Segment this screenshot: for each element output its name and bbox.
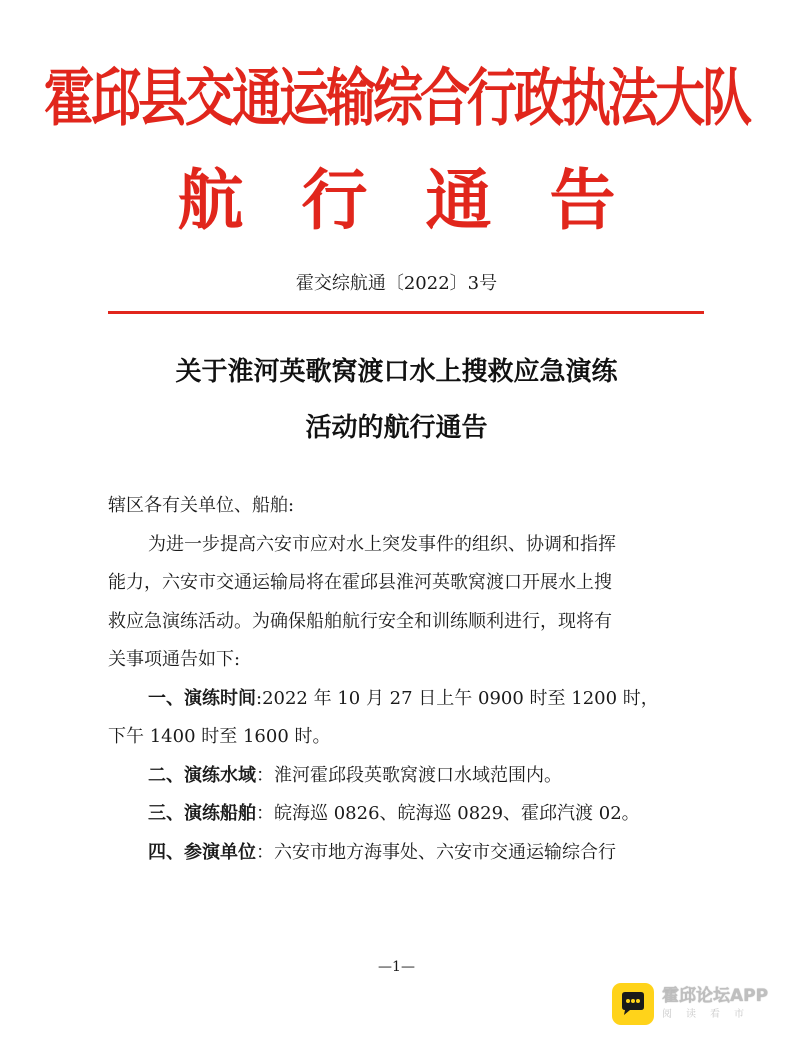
item-label: 一、演练时间 [148, 687, 256, 709]
item-drill-time [108, 680, 708, 757]
page-number: —1— [378, 959, 415, 975]
salutation: 辖区各有关单位、船舶: [108, 495, 295, 516]
item-label: 四、参演单位 [148, 841, 256, 863]
intro-line: 为进一步提高六安市应对水上突发事件的组织、协调和指挥 [148, 533, 616, 555]
item-line [108, 834, 708, 873]
item-value: ：皖海巡 0826、皖海巡 0829、霍邱汽渡 02。 [256, 803, 640, 824]
item-line [108, 757, 708, 796]
item-line [108, 795, 708, 834]
notice-title-line-1: 关于淮河英歌窝渡口水上搜救应急演练 [175, 357, 618, 387]
item-label: 二、演练水域 [148, 764, 256, 786]
notice-body [108, 487, 708, 872]
document-number: 霍交综航通〔2022〕3号 [295, 273, 498, 294]
item-drill-waters [108, 757, 708, 796]
item-participating-units [108, 834, 708, 873]
item-label: 三、演练船舶 [148, 803, 256, 824]
watermark-subtitle: 阅读看市 [662, 1009, 758, 1020]
notice-title [0, 344, 793, 456]
organization-title: 霍邱县交通运输综合行政执法大队 [44, 60, 749, 135]
item-line: 下午 1400 时至 1600 时。 [108, 726, 331, 747]
item-line [108, 680, 708, 719]
app-watermark [612, 980, 782, 1028]
notice-title-line-2: 活动的航行通告 [305, 413, 488, 443]
chat-bubble-icon [612, 983, 654, 1025]
item-value: ：淮河霍邱段英歌窝渡口水域范围内。 [256, 764, 562, 786]
document-type-heading: 航行通告 [177, 161, 674, 239]
intro-line: 能力，六安市交通运输局将在霍邱县淮河英歌窝渡口开展水上搜 [108, 572, 612, 593]
item-value: ：六安市地方海事处、六安市交通运输综合行 [256, 841, 616, 863]
item-drill-vessels [108, 795, 708, 834]
intro-line: 救应急演练活动。为确保船舶航行安全和训练顺利进行，现将有 [108, 610, 612, 632]
red-divider-line [108, 311, 704, 314]
watermark-title: 霍邱论坛APP [662, 986, 769, 1006]
intro-line: 关事项通告如下: [108, 649, 241, 670]
item-value: :2022 年 10 月 27 日上午 0900 时至 1200 时， [256, 687, 659, 709]
watermark-text [662, 985, 768, 1023]
intro-paragraph [108, 526, 708, 680]
